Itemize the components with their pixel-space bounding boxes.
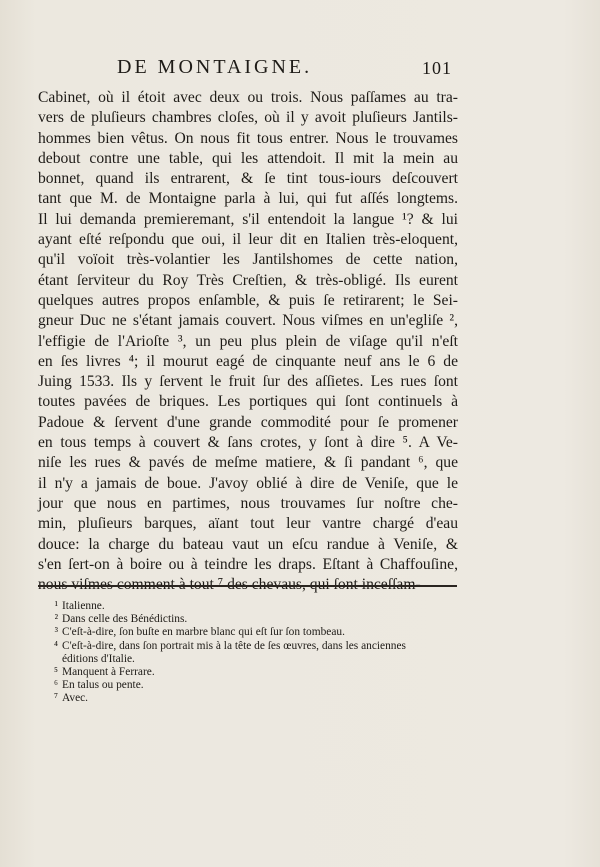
footnote <box>38 679 458 692</box>
text-line: s'en ſert-on à boire ou à teindre les draps. Eſtant à Chaffouſine, <box>38 555 458 573</box>
footnote-number: ⁶ <box>54 679 58 692</box>
text-line: tant que M. de Montaigne parla à lui, qui fut aſſés longtems. <box>38 190 458 208</box>
text-line: étant ſerviteur du Roy Très Creſtien, & très-obligé. Ils eurent <box>38 271 458 289</box>
footnote <box>38 613 458 626</box>
footnote-text: éditions d'Italie. <box>62 652 135 665</box>
footnote-text: Dans celle des Bénédictins. <box>62 613 188 626</box>
text-line: il n'y a jamais de boue. J'avoy oblié à dire de Veniſe, que le <box>38 474 458 492</box>
page-number: 101 <box>422 58 452 78</box>
text-line: jour que nous en partimes, nous trouvames ſur noſtre che- <box>38 494 458 512</box>
text-line: min, pluſieurs barques, aïant tout leur vantre chargé d'eau <box>38 515 458 533</box>
text-line: Il lui demanda premieremant, s'il entendoit la langue ¹? & lui <box>38 210 458 228</box>
text-line: Padoue & ſervent d'une grande commodité pour ſe promener <box>38 413 458 431</box>
text-line: en tous temps à couvert & ſans crotes, y ſont à dire ⁵. A Ve- <box>38 434 458 452</box>
footnote-number: ² <box>54 613 58 626</box>
footnotes <box>38 600 458 706</box>
text-line: Juing 1533. Ils y ſervent le fruit ſur des aſſietes. Les rues ſont <box>38 373 458 391</box>
footnote-text: C'eſt-à-dire, ſon buſte en marbre blanc qui eſt ſur ſon tombeau. <box>62 626 345 639</box>
text-line: vers de pluſieurs chambres cloſes, où il y avoit pluſieurs Jantils- <box>38 109 458 127</box>
footnote <box>38 666 458 679</box>
footnote <box>38 600 458 613</box>
text-line: Cabinet, où il étoit avec deux ou trois. Nous paſſames au tra- <box>38 89 458 106</box>
text-line: en ſes livres ⁴; il mourut eagé de cinquante neuf ans le 6 de <box>38 352 458 370</box>
text-line: hommes bien vêtus. On nous fit tous entrer. Nous le trouvames <box>38 129 458 147</box>
text-line: ayant eſté reſpondu que oui, il leur dit en Italien très-eloquent, <box>38 231 458 249</box>
footnote-number: ⁴ <box>54 639 58 652</box>
running-title: DE MONTAIGNE. <box>117 56 313 78</box>
footnote-number: ³ <box>54 626 58 639</box>
text-line: douce: la charge du bateau vaut un eſcu randue à Veniſe, & <box>38 535 458 553</box>
text-line: toutes pavées de briques. Les portiques qui ſont continuels à <box>38 393 458 411</box>
footnote-text: Manquent à Ferrare. <box>62 666 155 679</box>
footnote-number: ⁷ <box>54 692 58 705</box>
footnote-number: ¹ <box>54 600 58 612</box>
text-line: debout contre une table, qui les attendoit. Il mit la mein au <box>38 149 458 167</box>
footnote <box>38 626 458 639</box>
footnote-text: En talus ou pente. <box>62 679 144 692</box>
text-line: bonnet, quand ils entrarent, & ſe tint tous-iours deſcouvert <box>38 170 458 188</box>
text-line: gneur Duc ne s'étant jamais couvert. Nous viſmes en un'egliſe ², <box>38 312 458 330</box>
text-line: qu'il voïoit très-volantier les Jantilshomes de cette nation, <box>38 251 458 269</box>
text-line: quelques autres propos enſamble, & puis ſe retirarent; le Sei- <box>38 291 458 309</box>
main-text <box>38 88 458 595</box>
footnote-text: Italienne. <box>62 600 105 612</box>
text-line: niſe les rues & pavés de meſme matiere, & ſi pandant ⁶, que <box>38 454 458 472</box>
footnote <box>38 692 458 705</box>
footnote-text: Avec. <box>62 692 89 705</box>
footnote <box>38 640 458 653</box>
footnote-text: C'eſt-à-dire, dans ſon portrait mis à la tête de ſes œuvres, dans les anciennes <box>62 639 406 652</box>
footnote-rule <box>38 585 457 587</box>
footnote-number: ⁵ <box>54 666 58 679</box>
text-line: l'effigie de l'Arioſte ³, un peu plus plein de viſage qu'il n'eſt <box>38 332 458 350</box>
footnote <box>38 653 458 666</box>
